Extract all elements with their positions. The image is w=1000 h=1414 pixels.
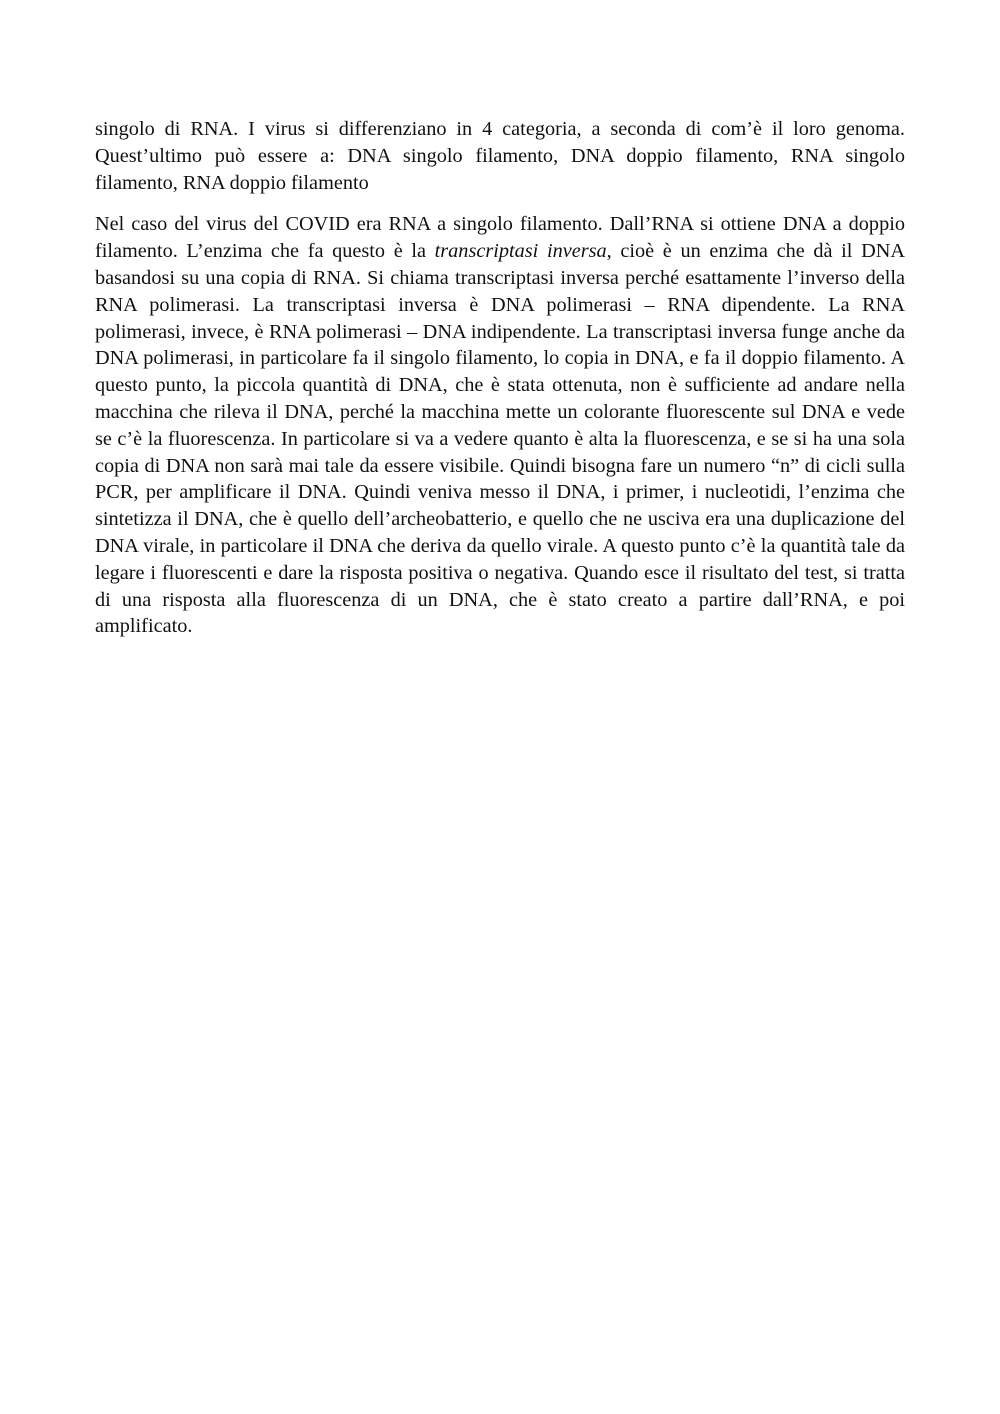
document-body <box>95 116 905 640</box>
paragraph-text-start: Nel caso del virus del COVID era RNA a singolo filamento. Dall’RNA si ottiene DNA a doppio filamento. L’enzima che fa questo è la <box>95 213 905 263</box>
paragraph-text: singolo di RNA. I virus si differenziano in 4 categoria, a seconda di com’è il loro genoma. Quest’ultimo può essere a: DNA singolo filamento, DNA doppio filamento, RNA singolo filamento, RNA doppio filamento <box>95 118 905 194</box>
italic-term: transcriptasi inversa <box>434 240 607 263</box>
paragraph-text-end: , cioè è un enzima che dà il DNA basandosi su una copia di RNA. Si chiama transcriptasi inversa perché esattamente l’inverso della RNA polimerasi. La transcriptasi inversa è DNA polimerasi – RNA dipendente. La RNA polimerasi, invece, è RNA polimerasi – DNA indipendente. La transcriptasi inversa funge anche da DNA polimerasi, in particolare fa il singolo filamento, lo copia in DNA, e fa il doppio filamento. A questo punto, la piccola quantità di DNA, che è stata ottenuta, non è sufficiente ad andare nella macchina che rileva il DNA, perché la macchina mette un colorante fluorescente sul DNA e vede se c’è la fluorescenza. In particolare si va a vedere quanto è alta la fluorescenza, e se si ha una sola copia di DNA non sarà mai tale da essere visibile. Quindi bisogna fare un numero “n” di cicli sulla PCR, per amplificare il DNA. Quindi veniva messo il DNA, i primer, i nucleotidi, l’enzima che sintetizza il DNA, che è quello dell’archeobatterio, e quello che ne usciva era una duplicazione del DNA virale, in particolare il DNA che deriva da quello virale. A questo punto c’è la quantità tale da legare i fluorescenti e dare la risposta positiva o negativa. Quando esce il risultato del test, si tratta di una risposta alla fluorescenza di un DNA, che è stato creato a partire dall’RNA, e poi amplificato. <box>95 240 906 638</box>
paragraph-covid-reverse-transcriptase <box>95 211 905 640</box>
paragraph-virus-categories <box>95 116 905 196</box>
